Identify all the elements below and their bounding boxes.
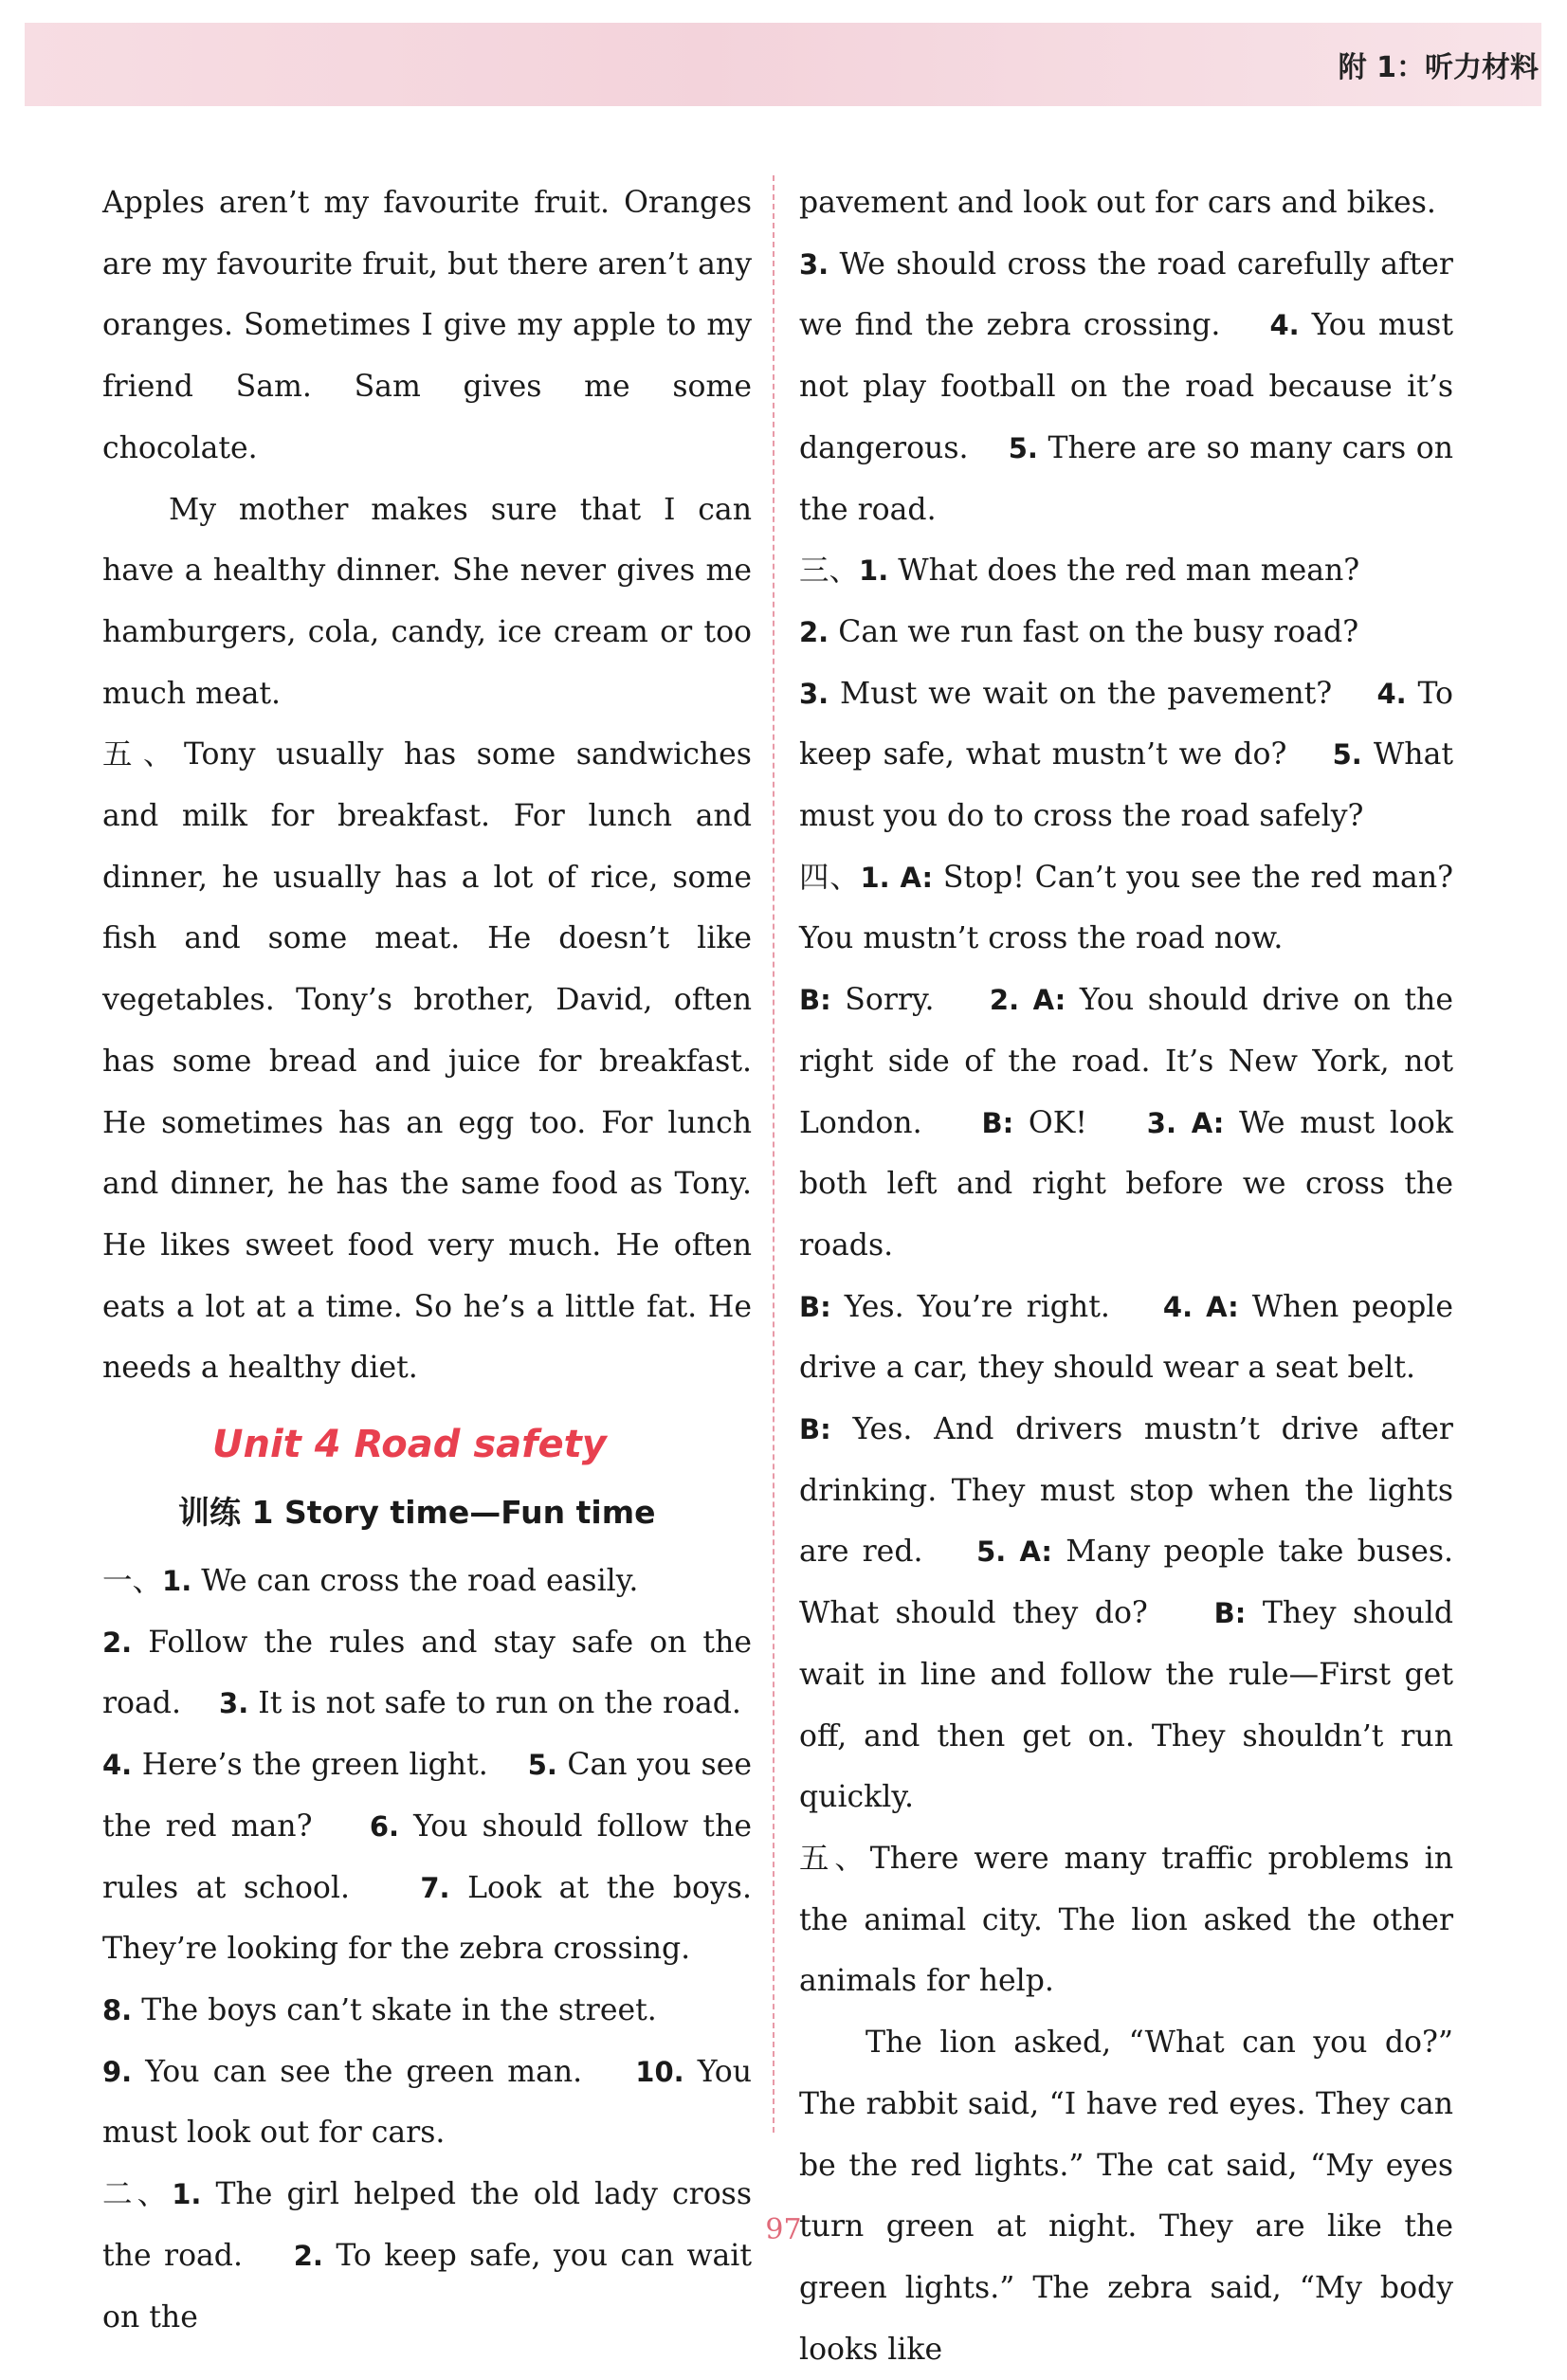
- speaker-a: A:: [900, 861, 934, 894]
- item-text: What must you do to cross the road safely?: [799, 737, 1454, 834]
- speaker-a: A:: [1191, 1106, 1225, 1139]
- dialogue-text: When people drive a car, they should wear a seat belt.: [799, 1289, 1454, 1386]
- dialogue-text: Stop! Can’t you see the red man? You mustn’t cross the road now.: [799, 860, 1454, 956]
- training-title: 训练 1 Story time—Fun time: [178, 1494, 656, 1532]
- item-text: Can we run fast on the busy road?: [838, 614, 1359, 649]
- section-four-dialogues: [799, 847, 1453, 1828]
- section-header-title: 附 1：听力材料: [1338, 51, 1539, 84]
- paragraph: My mother makes sure that I can have a healthy dinner. She never gives me hamburgers, cola, candy, ice cream or too much meat.: [102, 492, 752, 711]
- speaker-b: B:: [1213, 1597, 1247, 1630]
- item-number: 3.: [799, 247, 829, 281]
- item-text: We should cross the road carefully after we find the zebra crossing.: [799, 246, 1453, 343]
- paragraph: Apples aren’t my favourite fruit. Oranges are my favourite fruit, but there aren’t any oranges. Sometimes I give my apple to my friend Sam. Sam gives me some chocolate.: [102, 186, 752, 465]
- item-number: 1.: [860, 861, 890, 894]
- dialogue-text: Many people take buses. What should they do?: [799, 1535, 1454, 1631]
- item-number: 5.: [1008, 431, 1038, 464]
- item-number: 7.: [420, 1871, 450, 1904]
- item-number: 6.: [369, 1809, 400, 1843]
- item-number: 5.: [976, 1535, 1007, 1569]
- section-two-items: [799, 173, 1453, 540]
- speaker-a: A:: [1019, 1535, 1053, 1569]
- item-text: There are so many cars on the road.: [799, 430, 1453, 527]
- section-one-items: [102, 2042, 752, 2164]
- item-number: 2.: [799, 615, 829, 648]
- item-text: Follow the rules and stay safe on the road.: [102, 1625, 752, 1721]
- item-text: We can cross the road easily.: [201, 1564, 639, 1599]
- dialogue-text: OK!: [1028, 1105, 1087, 1140]
- item-number: 4.: [102, 1749, 133, 1782]
- item-number: 3.: [219, 1687, 249, 1720]
- section-one-items: [102, 1735, 752, 1980]
- item-text: Must we wait on the pavement?: [840, 676, 1333, 711]
- section-mark: 四、: [799, 860, 861, 895]
- section-five-paragraph: [799, 1828, 1453, 2012]
- section-three-item: [799, 540, 1453, 602]
- dialogue-text: We must look both left and right before we cross the roads.: [799, 1105, 1453, 1263]
- item-text: You must not play football on the road because it’s dangerous.: [799, 308, 1453, 465]
- item-number: 1.: [162, 1565, 192, 1598]
- section-three-items: [799, 663, 1453, 847]
- item-text: To keep safe, what mustn’t we do?: [799, 676, 1454, 772]
- speaker-a: A:: [1032, 984, 1066, 1017]
- paragraph-text: Tony usually has some sandwiches and milk for breakfast. For lunch and dinner, he usually has a lot of rice, some fish and some meat. He doesn’t like vegetables. Tony’s brother, David, often has some bread and juice for breakfast. He sometimes has an egg too. For lunch and dinner, he has the same food as Tony. He likes sweet food very much. He often eats a lot at a time. So he’s a little fat. He needs a healthy diet.: [102, 737, 752, 1386]
- item-text: You should follow the rules at school.: [102, 1808, 752, 1905]
- section-three-item: [799, 602, 1453, 663]
- section-mark: 五、: [102, 737, 184, 772]
- column-divider: [773, 175, 774, 2133]
- dialogue-text: Yes. You’re right.: [844, 1289, 1110, 1324]
- item-number: 8.: [102, 1993, 133, 2026]
- item-text: Look at the boys. They’re looking for the zebra crossing.: [102, 1870, 752, 1967]
- item-number: 2.: [293, 2239, 323, 2272]
- item-text: You must look out for cars.: [102, 2054, 752, 2151]
- speaker-b: B:: [799, 1290, 831, 1323]
- item-number: 4.: [1376, 677, 1407, 710]
- item-text: It is not safe to run on the road.: [258, 1686, 741, 1721]
- item-number: 1.: [859, 554, 889, 588]
- section-mark: 三、: [799, 554, 860, 589]
- item-number: 2.: [102, 1626, 133, 1659]
- paragraph-text: There were many traffic problems in the animal city. The lion asked the other animals for help.: [799, 1841, 1453, 1999]
- dialogue-text: Yes. And drivers mustn’t drive after drinking. They must stop when the lights are red.: [799, 1412, 1453, 1570]
- item-number: 4.: [1162, 1290, 1193, 1323]
- item-text: You can see the green man.: [145, 2054, 583, 2089]
- section-one-item: [102, 1980, 752, 2042]
- item-number: 3.: [799, 677, 829, 710]
- item-number: 10.: [635, 2055, 684, 2088]
- item-number: 1.: [172, 2178, 202, 2211]
- item-text: To keep safe, you can wait on the: [102, 2238, 753, 2335]
- speaker-b: B:: [799, 1413, 831, 1446]
- speaker-b: B:: [799, 984, 831, 1017]
- item-number: 4.: [1269, 309, 1300, 342]
- section-mark: 一、: [102, 1564, 163, 1599]
- item-number: 5.: [1332, 738, 1362, 772]
- item-number: 2.: [989, 984, 1020, 1017]
- dialogue-text: Sorry.: [845, 983, 935, 1018]
- speaker-a: A:: [1206, 1290, 1239, 1323]
- section-mark: 五、: [799, 1841, 870, 1876]
- item-text: Here’s the green light.: [141, 1748, 488, 1783]
- item-number: 5.: [527, 1749, 557, 1782]
- dialogue-text: They should wait in line and follow the rule—First get off, and then get on. They shouldn’t run quickly.: [799, 1596, 1453, 1815]
- section-mark: 二、: [102, 2177, 173, 2212]
- item-text: The boys can’t skate in the street.: [141, 1992, 657, 2027]
- section-five-paragraph: [102, 724, 752, 1399]
- dialogue-text: You should drive on the right side of the road. It’s New York, not London.: [799, 983, 1453, 1140]
- section-two-items: [102, 2164, 752, 2348]
- unit-title: Unit 4 Road safety: [212, 1423, 607, 1467]
- item-text: pavement and look out for cars and bikes.: [799, 186, 1436, 220]
- item-number: 3.: [1146, 1106, 1176, 1139]
- item-text: Can you see the red man?: [102, 1748, 752, 1844]
- item-text: What does the red man mean?: [898, 554, 1360, 589]
- section-one-items: [102, 1612, 752, 1735]
- item-number: 9.: [102, 2055, 133, 2088]
- left-column: [102, 173, 752, 2348]
- speaker-b: B:: [981, 1106, 1014, 1139]
- header-band: [25, 23, 1541, 106]
- item-text: The girl helped the old lady cross the road.: [102, 2177, 752, 2273]
- section-one-item: [102, 1551, 752, 1612]
- paragraph: The lion asked, “What can you do?” The rabbit said, “I have red eyes. They can be the red lights.” The cat said, “My eyes turn green at night. They are like the green lights.” The zebra said, “My body looks like: [799, 2026, 1453, 2367]
- page-number: 97: [765, 2213, 802, 2246]
- right-column: [799, 173, 1453, 2380]
